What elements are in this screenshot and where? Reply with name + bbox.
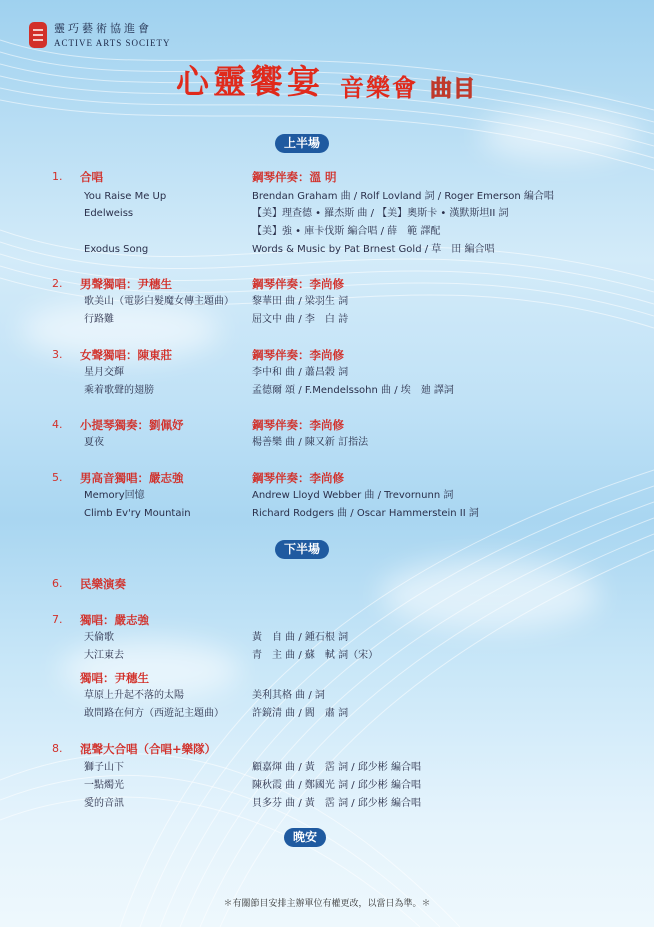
piece-title: 大江東去 xyxy=(84,650,124,661)
piece-credit: Words & Music by Pat Brnest Gold / 草 田 編合唱 xyxy=(252,244,495,255)
item-title: 獨唱：嚴志強 xyxy=(80,613,149,627)
piece-title: Edelweiss xyxy=(84,208,134,219)
section-second-half: 下半場 xyxy=(275,540,329,559)
accompanist: 鋼琴伴奏：李尚修 xyxy=(252,348,344,362)
piece-credit: 青 主 曲 / 蘇 軾 詞（宋） xyxy=(252,650,379,661)
piece-credit: 美利其格 曲 / 詞 xyxy=(252,690,325,701)
piece-title: Exodus Song xyxy=(84,244,149,255)
item-title: 合唱 xyxy=(80,170,103,184)
item-title: 民樂演奏 xyxy=(80,577,126,591)
item-number: 5. xyxy=(52,471,63,484)
item-subtitle: 獨唱：尹穗生 xyxy=(80,671,149,685)
item-number: 7. xyxy=(52,613,63,626)
piece-title: 獅子山下 xyxy=(84,762,124,773)
piece-title: 草原上升起不落的太陽 xyxy=(84,690,184,701)
footer-note: ＊有關節目安排主辦單位有權更改，以當日為準。＊ xyxy=(223,899,431,909)
piece-title: 一點燭光 xyxy=(84,780,124,791)
piece-credit: Brendan Graham 曲 / Rolf Lovland 詞 / Roger Emerson 編合唱 xyxy=(252,191,554,202)
piece-credit: 許鏡清 曲 / 閻 肅 詞 xyxy=(252,708,349,719)
piece-credit: 楊善樂 曲 / 陳又新 訂指法 xyxy=(252,437,369,448)
title-badge: 曲目 xyxy=(430,77,477,102)
accompanist: 鋼琴伴奏：溫 明 xyxy=(252,170,337,184)
piece-credit: 陳秋霞 曲 / 鄭國光 詞 / 邱少彬 編合唱 xyxy=(252,780,421,791)
piece-title: You Raise Me Up xyxy=(84,191,167,202)
item-number: 6. xyxy=(52,577,63,590)
item-number: 1. xyxy=(52,170,63,183)
piece-title: 行路難 xyxy=(84,314,114,325)
piece-credit: 孟德爾 頌 / F.Mendelssohn 曲 / 埃 廸 譯詞 xyxy=(252,385,454,396)
org-name-zh: 靈巧藝術協進會 xyxy=(54,22,152,35)
piece-title: 天倫歌 xyxy=(84,632,114,643)
title-main: 心靈饗宴 xyxy=(176,62,324,101)
piece-title: 歌美山（電影白髮魔女傳主題曲） xyxy=(84,296,234,307)
piece-credit: 【美】強 • 庫卡伐斯 編合唱 / 薛 範 譯配 xyxy=(252,226,441,237)
piece-credit: Richard Rodgers 曲 / Oscar Hammerstein II 詞 xyxy=(252,508,479,519)
piece-title: Climb Ev'ry Mountain xyxy=(84,508,191,519)
item-title: 男高音獨唱：嚴志強 xyxy=(80,471,184,485)
piece-credit: 黎華田 曲 / 梁羽生 詞 xyxy=(252,296,349,307)
section-first-half: 上半場 xyxy=(275,134,329,153)
item-number: 4. xyxy=(52,418,63,431)
closing-badge: 晚安 xyxy=(284,828,326,847)
item-title: 男聲獨唱：尹穗生 xyxy=(80,277,172,291)
item-number: 2. xyxy=(52,277,63,290)
item-title: 女聲獨唱：陳東莊 xyxy=(80,348,172,362)
accompanist: 鋼琴伴奏：李尚修 xyxy=(252,471,344,485)
accompanist: 鋼琴伴奏：李尚修 xyxy=(252,277,344,291)
piece-title: 敢問路在何方（西遊記主題曲） xyxy=(84,708,224,719)
piece-credit: 【美】理查德 • 羅杰斯 曲 / 【美】奧斯卡 • 漢默斯坦II 詞 xyxy=(252,208,509,219)
page-title xyxy=(176,56,476,103)
item-title: 混聲大合唱（合唱+樂隊） xyxy=(80,742,217,756)
society-emblem-icon xyxy=(28,20,48,50)
piece-credit: 屈文中 曲 / 李 白 詩 xyxy=(252,314,349,325)
title-sub: 音樂會 xyxy=(340,74,418,102)
piece-credit: Andrew Lloyd Webber 曲 / Trevornunn 詞 xyxy=(252,490,454,501)
piece-title: 星月交輝 xyxy=(84,367,124,378)
piece-title: 夏夜 xyxy=(84,437,104,448)
piece-credit: 貝多芬 曲 / 黃 霑 詞 / 邱少彬 編合唱 xyxy=(252,798,421,809)
piece-title: 乘着歌聲的翅膀 xyxy=(84,385,154,396)
piece-title: 愛的音訊 xyxy=(84,798,124,809)
piece-credit: 顧嘉煇 曲 / 黃 霑 詞 / 邱少彬 編合唱 xyxy=(252,762,421,773)
accompanist: 鋼琴伴奏：李尚修 xyxy=(252,418,344,432)
org-name-en: ACTIVE ARTS SOCIETY xyxy=(54,38,171,48)
piece-credit: 黃 自 曲 / 鍾石根 詞 xyxy=(252,632,349,643)
item-title: 小提琴獨奏：劉佩妤 xyxy=(80,418,184,432)
item-number: 3. xyxy=(52,348,63,361)
piece-title: Memory回憶 xyxy=(84,490,145,501)
item-number: 8. xyxy=(52,742,63,755)
piece-credit: 李中和 曲 / 蕭昌榖 詞 xyxy=(252,367,349,378)
org-logo xyxy=(28,20,170,50)
